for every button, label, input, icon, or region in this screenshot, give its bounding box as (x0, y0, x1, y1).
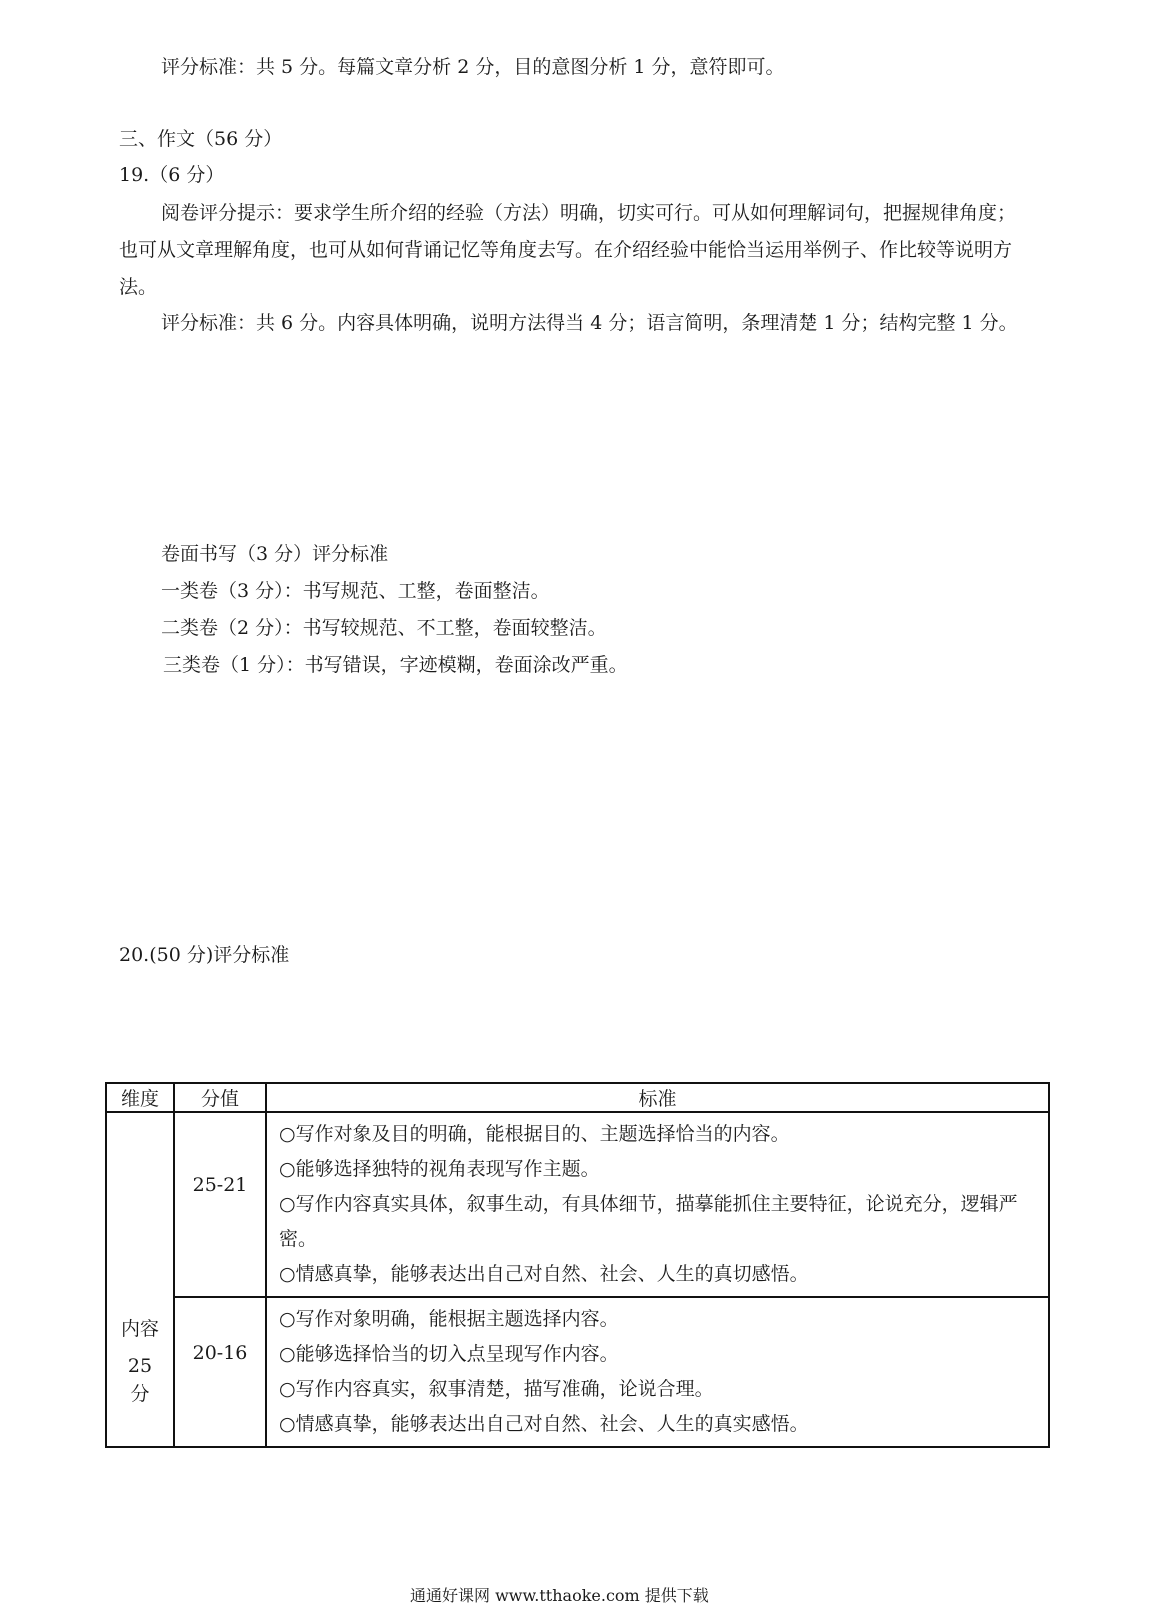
criteria-cell (266, 1112, 1049, 1297)
criterion-item: ○写作对象明确，能根据主题选择内容。 (279, 1308, 619, 1330)
dimension-score: 25 (127, 1354, 153, 1377)
dimension-name: 内容 (120, 1317, 159, 1340)
handwriting-grade-1: 一类卷（3 分）：书写规范、工整，卷面整洁。 (161, 580, 550, 602)
rubric-table (105, 1082, 1050, 1448)
dimension-cell (106, 1112, 174, 1447)
table-row (106, 1297, 1049, 1447)
score-range: 20-16 (192, 1342, 248, 1364)
handwriting-grade-2: 二类卷（2 分）：书写较规范、不工整，卷面较整洁。 (161, 617, 607, 639)
footer-source: 通通好课网 www.tthaoke.com 提供下载 (410, 1586, 709, 1605)
criterion-item: ○能够选择独特的视角表现写作主题。 (279, 1158, 600, 1180)
criterion-item: ○情感真挚，能够表达出自己对自然、社会、人生的真实感悟。 (279, 1413, 809, 1435)
criterion-item: ○写作内容真实，叙事清楚，描写准确，论说合理。 (279, 1378, 714, 1400)
dimension-score-unit: 分 (130, 1382, 150, 1405)
question-19-standard: 评分标准：共 6 分。内容具体明确，说明方法得当 4 分；语言简明，条理清楚 1 分；结构完整 1 分。 (161, 312, 1018, 334)
question-19-hint: 阅卷评分提示：要求学生所介绍的经验（方法）明确，切实可行。可从如何理解词句，把握规律角度；也可从文章理解角度，也可从如何背诵记忆等角度去写。在介绍经验中能恰当运用举例子、作比较等说明方法。 (119, 202, 1017, 298)
criterion-item: ○写作内容真实具体，叙事生动，有具体细节，描摹能抓住主要特征，论说充分，逻辑严密。 (279, 1193, 1018, 1250)
question-20-title: 20.(50 分)评分标准 (119, 944, 290, 966)
criteria-cell (266, 1297, 1049, 1447)
criterion-item: ○写作对象及目的明确，能根据目的、主题选择恰当的内容。 (279, 1123, 790, 1145)
criterion-item: ○能够选择恰当的切入点呈现写作内容。 (279, 1343, 619, 1365)
handwriting-grade-3: 三类卷（1 分）：书写错误，字迹模糊，卷面涂改严重。 (163, 654, 628, 676)
criterion-item: ○情感真挚，能够表达出自己对自然、社会、人生的真切感悟。 (279, 1263, 809, 1285)
table-header-row (106, 1083, 1049, 1112)
table-row (106, 1112, 1049, 1297)
score-range-cell (174, 1297, 266, 1447)
header-dimension: 维度 (106, 1083, 174, 1112)
score-range-cell (174, 1112, 266, 1297)
scoring-standard-line: 评分标准：共 5 分。每篇文章分析 2 分，目的意图分析 1 分，意符即可。 (161, 56, 785, 78)
handwriting-standard-title: 卷面书写（3 分）评分标准 (161, 543, 389, 565)
header-score: 分值 (174, 1083, 266, 1112)
section-title-composition: 三、作文（56 分） (119, 128, 283, 150)
score-range: 25-21 (192, 1174, 248, 1196)
question-19-title: 19.（6 分） (119, 164, 225, 186)
header-standard: 标准 (266, 1083, 1049, 1112)
